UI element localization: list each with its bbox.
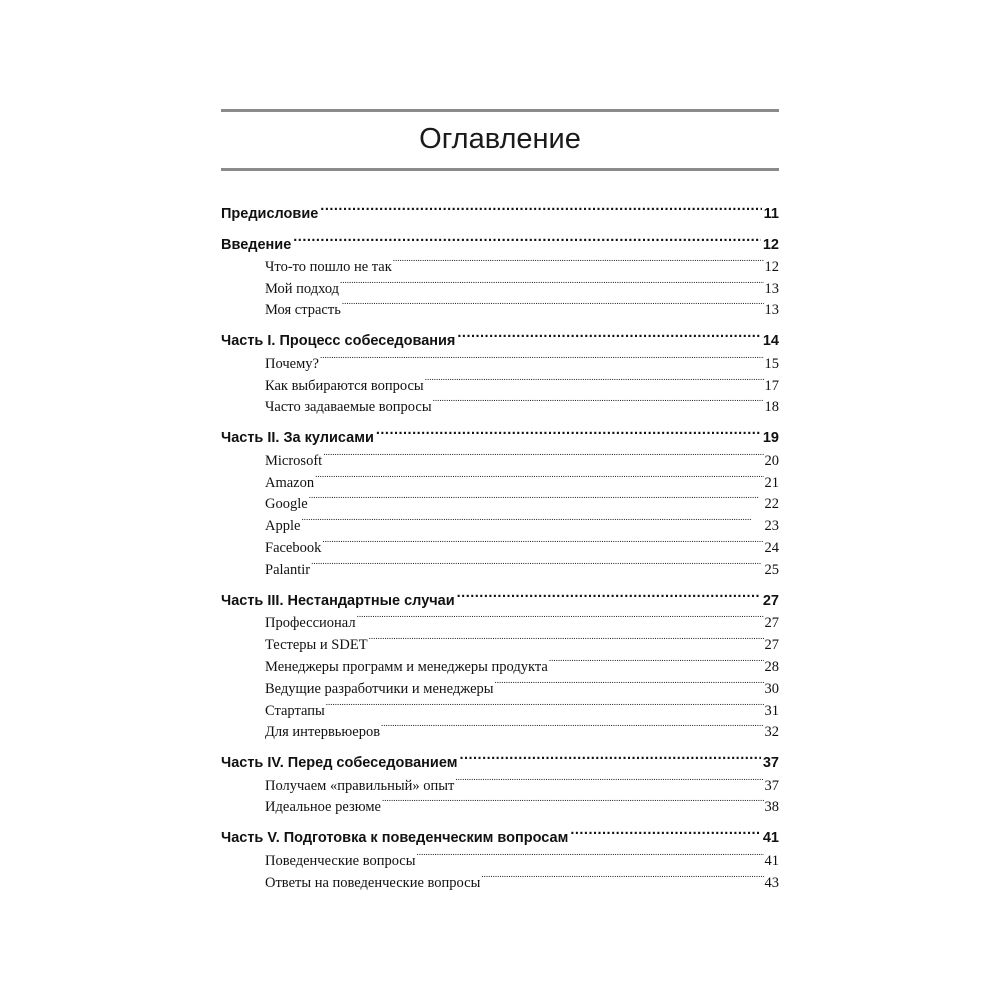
toc-sub-page: 43 <box>764 874 779 891</box>
toc-sub-label: Ведущие разработчики и менеджеры <box>265 680 494 697</box>
toc-sub-entry[interactable] <box>265 353 779 373</box>
toc-sub-page: 15 <box>764 355 779 372</box>
toc-sub-entry[interactable] <box>265 721 779 741</box>
toc-sub-entry[interactable] <box>265 850 779 870</box>
page-title: Оглавление <box>419 123 581 155</box>
toc-sub-page: 28 <box>764 658 779 675</box>
toc-sub-label: Менеджеры программ и менеджеры продукта <box>265 658 548 675</box>
toc-sub-entry[interactable] <box>265 775 779 795</box>
toc-part-entry[interactable] <box>221 203 779 223</box>
toc-sub-entry[interactable] <box>265 537 779 557</box>
toc-sub-page: 21 <box>764 474 779 491</box>
toc-sub-label: Часто задаваемые вопросы <box>265 398 432 415</box>
toc-part-label: Часть III. Нестандартные случаи <box>221 592 455 609</box>
toc-sub-entry[interactable] <box>265 375 779 395</box>
toc-sub-label: Тестеры и SDET <box>265 636 368 653</box>
dot-leader <box>425 375 764 390</box>
toc-part-label: Часть II. За кулисами <box>221 429 374 446</box>
dot-leader <box>315 472 763 487</box>
toc-part-label: Часть IV. Перед собеседованием <box>221 754 458 771</box>
dot-leader <box>340 278 763 293</box>
toc-sub-label: Microsoft <box>265 452 323 469</box>
dot-leader <box>301 515 763 530</box>
toc-sub-page: 38 <box>764 798 779 815</box>
toc-sub-page: 37 <box>764 777 779 794</box>
toc-sub-entry[interactable] <box>265 634 779 654</box>
toc-sub-page: 17 <box>764 377 779 394</box>
toc-part-page: 12 <box>762 236 779 253</box>
dot-leader <box>457 330 760 345</box>
toc-sub-entry[interactable] <box>265 278 779 298</box>
toc-sub-label: Моя страсть <box>265 301 341 318</box>
toc-part-page: 27 <box>762 592 779 609</box>
toc-sub-entry[interactable] <box>265 559 779 579</box>
toc-sub-page: 41 <box>764 852 779 869</box>
toc-part-label: Введение <box>221 236 292 253</box>
toc-part-entry[interactable] <box>221 752 779 772</box>
toc-sub-label: Получаем «правильный» опыт <box>265 777 455 794</box>
dot-leader <box>382 796 764 811</box>
toc-sub-label: Стартапы <box>265 702 325 719</box>
toc-page <box>221 0 779 1000</box>
dot-leader <box>381 721 763 736</box>
toc-part-label: Часть I. Процесс собеседования <box>221 332 456 349</box>
toc-sub-entry[interactable] <box>265 256 779 276</box>
toc-sub-page: 24 <box>764 539 779 556</box>
toc-sub-page: 27 <box>764 614 779 631</box>
toc-sub-page: 22 <box>764 495 779 512</box>
toc-sub-label: Идеальное резюме <box>265 798 381 815</box>
dot-leader <box>455 775 763 790</box>
toc-sub-label: Apple <box>265 517 301 534</box>
dot-leader <box>323 450 763 465</box>
toc-sub-label: Мой подход <box>265 280 340 297</box>
dot-leader <box>369 634 764 649</box>
dot-leader <box>376 427 761 442</box>
toc-sub-page: 13 <box>764 280 779 297</box>
toc-sub-page: 23 <box>764 517 779 534</box>
dot-leader <box>457 590 761 605</box>
toc-sub-entry[interactable] <box>265 396 779 416</box>
toc-sub-page: 30 <box>764 680 779 697</box>
toc-sub-label: Palantir <box>265 561 311 578</box>
dot-leader <box>342 299 764 314</box>
toc-sub-page: 27 <box>764 636 779 653</box>
dot-leader <box>549 656 764 671</box>
toc-sub-page: 20 <box>764 452 779 469</box>
toc-part-entry[interactable] <box>221 827 779 847</box>
dot-leader <box>322 537 763 552</box>
toc-sub-label: Amazon <box>265 474 315 491</box>
toc-sub-label: Google <box>265 495 308 512</box>
dot-leader <box>393 256 764 271</box>
toc-part-entry[interactable] <box>221 330 779 350</box>
dot-leader <box>293 234 761 249</box>
toc-sub-page: 18 <box>764 398 779 415</box>
dot-leader <box>481 872 763 887</box>
toc-part-page: 11 <box>763 205 779 222</box>
toc-part-page: 37 <box>762 754 779 771</box>
toc-part-label: Часть V. Подготовка к поведенческим вопросам <box>221 829 569 846</box>
toc-sub-entry[interactable] <box>265 656 779 676</box>
toc-sub-label: Как выбираются вопросы <box>265 377 424 394</box>
toc-sub-entry[interactable] <box>265 450 779 470</box>
toc-sub-entry[interactable] <box>265 872 779 892</box>
dot-leader <box>326 700 764 715</box>
toc-sub-entry[interactable] <box>265 700 779 720</box>
toc-sub-label: Поведенческие вопросы <box>265 852 416 869</box>
toc-sub-entry[interactable] <box>265 678 779 698</box>
dot-leader <box>357 612 764 627</box>
toc-sub-entry[interactable] <box>265 796 779 816</box>
toc-sub-page: 32 <box>764 723 779 740</box>
toc-sub-label: Почему? <box>265 355 319 372</box>
toc-part-page: 19 <box>762 429 779 446</box>
toc-sub-entry[interactable] <box>265 493 779 513</box>
dot-leader <box>433 396 764 411</box>
toc-part-entry[interactable] <box>221 590 779 610</box>
toc-sub-label: Профессионал <box>265 614 356 631</box>
dot-leader <box>417 850 764 865</box>
dot-leader <box>320 353 764 368</box>
toc-sub-entry[interactable] <box>265 472 779 492</box>
toc-sub-label: Что-то пошло не так <box>265 258 392 275</box>
top-rule <box>221 109 779 112</box>
toc-part-label: Предисловие <box>221 205 319 222</box>
dot-leader <box>459 752 760 767</box>
bottom-rule <box>221 168 779 171</box>
toc-sub-page: 31 <box>764 702 779 719</box>
dot-leader <box>570 827 761 842</box>
toc-sub-entry[interactable] <box>265 299 779 319</box>
toc-sub-page: 13 <box>764 301 779 318</box>
toc-part-entry[interactable] <box>221 234 779 254</box>
dot-leader <box>309 493 764 508</box>
toc-sub-label: Ответы на поведенческие вопросы <box>265 874 481 891</box>
toc-sub-label: Для интервьюеров <box>265 723 381 740</box>
toc-part-entry[interactable] <box>221 427 779 447</box>
toc-sub-entry[interactable] <box>265 515 779 535</box>
toc-part-page: 14 <box>762 332 779 349</box>
toc-sub-entry[interactable] <box>265 612 779 632</box>
toc-sub-page: 25 <box>764 561 779 578</box>
toc-part-page: 41 <box>762 829 779 846</box>
dot-leader <box>320 203 761 218</box>
dot-leader <box>495 678 764 693</box>
toc-sub-page: 12 <box>764 258 779 275</box>
toc-sub-label: Facebook <box>265 539 322 556</box>
dot-leader <box>311 559 763 574</box>
